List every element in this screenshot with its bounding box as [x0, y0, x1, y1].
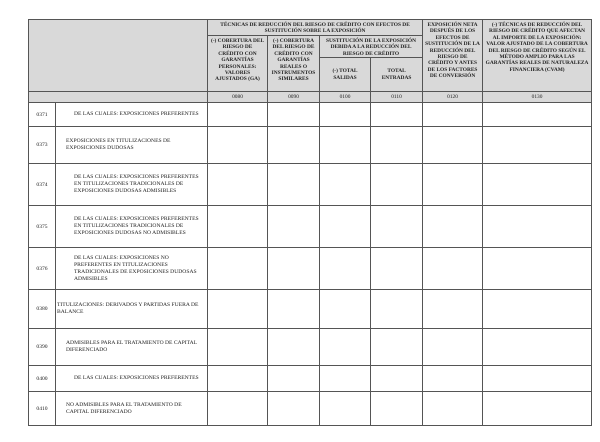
data-cell[interactable] [268, 366, 320, 392]
data-cell[interactable] [423, 392, 483, 426]
row-code: 0410 [29, 392, 56, 426]
data-cell[interactable] [423, 127, 483, 164]
row-code: 0400 [29, 366, 56, 392]
data-cell[interactable] [268, 290, 320, 329]
data-cell[interactable] [268, 127, 320, 164]
column-code: 0120 [423, 92, 483, 103]
data-cell[interactable] [208, 329, 268, 366]
data-cell[interactable] [483, 290, 592, 329]
data-cell[interactable] [423, 329, 483, 366]
header-col-0100: (-) TOTAL SALIDAS [320, 58, 371, 92]
code-row-spacer [29, 92, 208, 103]
data-cell[interactable] [371, 103, 423, 127]
row-code: 0373 [29, 127, 56, 164]
data-cell[interactable] [371, 366, 423, 392]
data-cell[interactable] [371, 290, 423, 329]
header-corner [29, 20, 208, 92]
header-group-title: TÉCNICAS DE REDUCCIÓN DEL RIESGO DE CRÉDITO CON EFECTOS DE SUSTITUCIÓN SOBRE LA EXPOSICIÓN [208, 20, 423, 36]
data-cell[interactable] [208, 164, 268, 206]
data-cell[interactable] [208, 127, 268, 164]
row-code: 0371 [29, 103, 56, 127]
data-cell[interactable] [483, 366, 592, 392]
data-cell[interactable] [371, 392, 423, 426]
data-cell[interactable] [320, 127, 371, 164]
row-code: 0374 [29, 164, 56, 206]
header-subgroup-title: SUSTITUCIÓN DE LA EXPOSICIÓN DEBIDA A LA REDUCCIÓN DEL RIESGO DE CRÉDITO [320, 36, 423, 58]
row-label: DE LAS CUALES: EXPOSICIONES NO PREFERENTES EN TITULIZACIONES TRADICIONALES DE EXPOSICIONES DUDOSAS ADMISIBLES [56, 248, 208, 290]
row-code: 0375 [29, 206, 56, 248]
data-cell[interactable] [423, 290, 483, 329]
data-cell[interactable] [320, 366, 371, 392]
data-cell[interactable] [483, 127, 592, 164]
data-cell[interactable] [371, 248, 423, 290]
data-cell[interactable] [483, 329, 592, 366]
data-cell[interactable] [371, 127, 423, 164]
data-cell[interactable] [208, 392, 268, 426]
row-code: 0380 [29, 290, 56, 329]
data-cell[interactable] [423, 103, 483, 127]
header-col-0090: (-) COBERTURA DEL RIESGO DE CRÉDITO CON GARANTÍAS REALES O INSTRUMENTOS SIMILARES [268, 36, 320, 92]
credit-risk-table [28, 19, 592, 426]
data-cell[interactable] [208, 290, 268, 329]
row-label: NO ADMISIBLES PARA EL TRATAMIENTO DE CAPITAL DIFERENCIADO [56, 392, 208, 426]
data-cell[interactable] [423, 164, 483, 206]
column-code: 0080 [208, 92, 268, 103]
data-cell[interactable] [208, 366, 268, 392]
data-cell[interactable] [483, 164, 592, 206]
data-cell[interactable] [208, 103, 268, 127]
data-cell[interactable] [268, 248, 320, 290]
data-cell[interactable] [423, 366, 483, 392]
data-cell[interactable] [371, 206, 423, 248]
data-cell[interactable] [371, 329, 423, 366]
data-cell[interactable] [483, 392, 592, 426]
data-cell[interactable] [208, 248, 268, 290]
data-cell[interactable] [320, 392, 371, 426]
header-col-0120: EXPOSICIÓN NETA DESPUÉS DE LOS EFECTOS DE SUSTITUCIÓN DE LA REDUCCIÓN DEL RIESGO DE CRÉDITO Y ANTES DE LOS FACTORES DE CONVERSIÓN [423, 20, 483, 92]
data-cell[interactable] [320, 206, 371, 248]
data-cell[interactable] [483, 103, 592, 127]
row-code: 0390 [29, 329, 56, 366]
row-label: DE LAS CUALES: EXPOSICIONES PREFERENTES [56, 103, 208, 127]
data-cell[interactable] [320, 329, 371, 366]
row-label: DE LAS CUALES: EXPOSICIONES PREFERENTES EN TITULIZACIONES TRADICIONALES DE EXPOSICIONES DUDOSAS NO ADMISIBLES [56, 206, 208, 248]
data-cell[interactable] [320, 248, 371, 290]
column-code: 0130 [483, 92, 592, 103]
row-label: EXPOSICIONES EN TITULIZACIONES DE EXPOSICIONES DUDOSAS [56, 127, 208, 164]
row-label: ADMISIBLES PARA EL TRATAMIENTO DE CAPITAL DIFERENCIADO [56, 329, 208, 366]
row-label: DE LAS CUALES: EXPOSICIONES PREFERENTES EN TITULIZACIONES TRADICIONALES DE EXPOSICIONES DUDOSAS ADMISIBLES [56, 164, 208, 206]
column-code: 0100 [320, 92, 371, 103]
data-cell[interactable] [371, 164, 423, 206]
header-col-0130: (-) TÉCNICAS DE REDUCCIÓN DEL RIESGO DE CRÉDITO QUE AFECTAN AL IMPORTE DE LA EXPOSICIÓN: VALOR AJUSTADO DE LA COBERTURA DEL RIESGO DE CRÉDITO SEGÚN EL MÉTODO AMPLIO PARA LAS GARANTÍAS REALES DE NATURALEZA FINANCIERA (CVAM) [483, 20, 592, 92]
data-cell[interactable] [268, 329, 320, 366]
data-cell[interactable] [423, 248, 483, 290]
data-cell[interactable] [423, 206, 483, 248]
data-cell[interactable] [268, 103, 320, 127]
data-cell[interactable] [268, 206, 320, 248]
column-code: 0090 [268, 92, 320, 103]
data-cell[interactable] [483, 248, 592, 290]
data-cell[interactable] [208, 206, 268, 248]
header-col-0110: TOTAL ENTRADAS [371, 58, 423, 92]
data-cell[interactable] [268, 392, 320, 426]
row-code: 0376 [29, 248, 56, 290]
data-cell[interactable] [483, 206, 592, 248]
row-label: DE LAS CUALES: EXPOSICIONES PREFERENTES [56, 366, 208, 392]
row-label: TITULIZACIONES: DERIVADOS Y PARTIDAS FUERA DE BALANCE [56, 290, 208, 329]
data-cell[interactable] [268, 164, 320, 206]
data-cell[interactable] [320, 164, 371, 206]
header-col-0080: (-) COBERTURA DEL RIESGO DE CRÉDITO CON GARANTÍAS PERSONALES: VALORES AJUSTADOS (GA) [208, 36, 268, 92]
column-code: 0110 [371, 92, 423, 103]
data-cell[interactable] [320, 290, 371, 329]
data-cell[interactable] [320, 103, 371, 127]
